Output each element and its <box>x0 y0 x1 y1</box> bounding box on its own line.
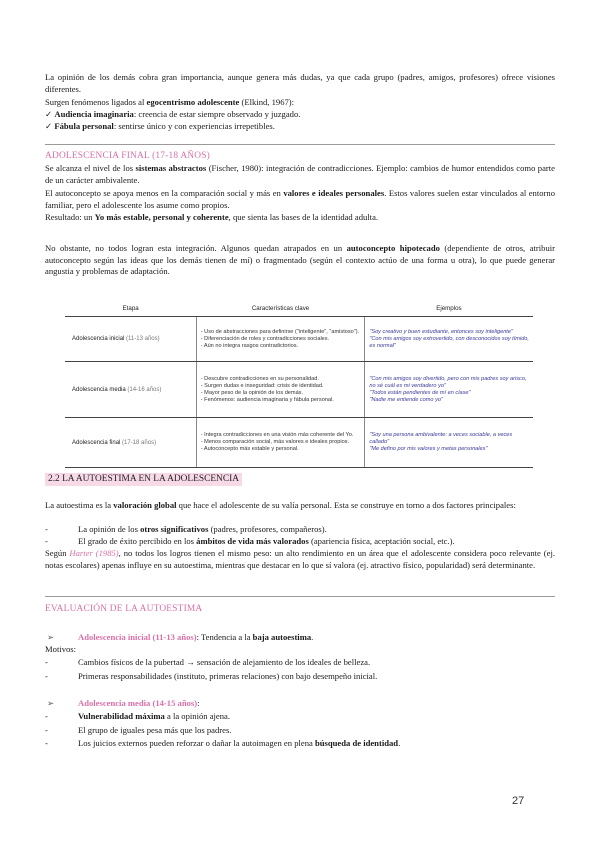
stage-cell: Adolescencia media (14-16 años) <box>65 362 196 418</box>
examples-cell: "Soy creativo y buen estudiante, entonces soy inteligente" "Con mis amigos soy extrovertido, con desconocidos soy tímido, es normal" <box>365 317 533 362</box>
check-item-audiencia: ✓ Audiencia imaginaria: creencia de estar siempre observado y juzgado. <box>45 109 301 119</box>
motivos-label: Motivos: <box>45 644 77 654</box>
intro-paragraph: La opinión de los demás cobra gran importancia, aunque genera más dudas, ya que cada grupo (padres, amigos, profesores) ofrece visiones diferentes. <box>45 72 555 94</box>
stages-table <box>65 300 533 468</box>
table-row <box>65 317 533 362</box>
stage-cell: Adolescencia final (17-18 años) <box>65 418 196 468</box>
section-heading-evaluacion: EVALUACIÓN DE LA AUTOESTIMA <box>45 604 203 614</box>
table-row <box>65 362 533 418</box>
egocentrism-line: Surgen fenómenos ligados al egocentrismo adolescente (Elkind, 1967): <box>45 97 295 107</box>
table-header-etapa: Etapa <box>65 300 196 317</box>
examples-cell: "Con mis amigos soy divertido, pero con mis padres soy arisco, no sé cuál es mi verdadero yo" "Todos están pendientes de mí en clase" "Nadie me entiende como yo" <box>365 362 533 418</box>
examples-cell: "Soy una persona ambivalente: a veces sociable, a veces callado" "Me defino por mis valores y metas personales" <box>365 418 533 468</box>
table-row <box>65 418 533 468</box>
autoestima-intro: La autoestima es la valoración global que hace el adolescente de su valía personal. Esta se construye en torno a dos factores principales: <box>45 500 516 510</box>
check-item-fabula: ✓ Fábula personal: sentirse único y con experiencias irrepetibles. <box>45 121 275 131</box>
table-header-row <box>65 300 533 317</box>
traits-cell: - Descubre contradicciones en su personalidad. - Surgen dudas e inseguridad: crisis de identidad. - Mayor peso de la opinión de los demás. - Fenómenos: audiencia imaginaria y fábula personal. <box>196 362 365 418</box>
final-paragraph-2: El autoconcepto se apoya menos en la comparación social y más en valores e ideales personales. Estos valores suelen estar vinculados al entorno familiar, pero el adolescente los asume como propios. <box>45 188 555 210</box>
document-page: La opinión de los demás cobra gran importancia, aunque genera más dudas, ya que cada grupo (padres, amigos, profesores) ofrece visiones diferentes. Surgen fenómenos ligados al egocentrismo adolescente (Elkind, 1967): ✓ Audiencia imaginaria: creencia de estar siempre observado y juzgado. ✓ Fábula personal: sentirse único y con experiencias irrepetibles. ADOLESCENCIA FINAL (17-18 AÑOS) Se alcanza el nivel de los sistemas abstractos (Fischer, 1980): integración de contradicciones. Ejemplo: cambios de humor entendidos como parte de un carácter ambivalente. El autoconcepto se apoya menos en la comparación social y más en valores e ideales personales. Estos valores suelen estar vinculados al entorno familiar, pero el adolescente los asume como propios. Resultado: un Yo más estable, personal y coherente, que sienta las bases de la identidad adulta. No obstante, no todos logran esta integración. Algunos quedan atrapados en un autoconcepto hipotecado (dependiente de otros, atribuir autoconcepto según las ideas que los demás tienen de mí) o fragmentado (según el contexto actúo de una forma u otra), lo que puede generar angustia y problemas de adaptación. Etapa Características clave Ejemplos Adolescencia inicial (11-13 años) - Uso de abstracciones para definirse ("inteligente", "amistoso"). - Diferenciación de roles y contradicciones sociales. - Aún no integra rasgos contradictorios. "Soy creativo y buen estudiante, entonces soy inteligente" "Con mis amigos soy extrovertido, con desconocidos soy tímido, es normal" Adolescencia media (14-16 años) - Descubre contradicciones en su personalidad. - Surgen dudas e inseguridad: crisis de identidad. - Mayor peso de la opinión de los demás. - Fenómenos: audiencia imaginaria y fábula personal. "Con mis amigos soy divertido, pero con mis padres soy arisco, no sé cuál es mi verdadero yo" "Todos están pendientes de mí en clase" "Nadie me entiende como yo" Adolescencia final (17-18 años) - Integra contradicciones en una visión más coherente del Yo. - Menos comparación social, más valores e ideales propios. - Autoconcepto más estable y personal. "Soy una persona ambivalente: a veces sociable, a veces callado" "Me defino por mis valores y metas personales" 2.2 LA AUTOESTIMA EN LA ADOLESCENCIA La autoestima es la valoración global que hace el adolescente de su valía personal. Esta se construye en torno a dos factores principales: - La opinión de los otros significativos (padres, profesores, compañeros). - El grado de éxito percibido en los ámbitos de vida más valorados (apariencia física, aceptación social, etc.). Según Harter (1985), no todos los logros tienen el mismo peso: un alto rendimiento en un área que el adolescente considera poco relevante (ej. notas escolares) apenas influye en su autoestima, mientras que destacar en lo que sí valora (ej. atractivo físico, popularidad) será determinante. EVALUACIÓN DE LA AUTOESTIMA ➢ Adolescencia inicial (11-13 años): Tendencia a la baja autoestima. Motivos: - Cambios físicos de la pubertad → sensación de alejamiento de los ideales de belleza. - Primeras responsabilidades (instituto, primeras relaciones) con bajo desempeño inicial. ➢ Adolescencia media (14-15 años): - Vulnerabilidad máxima a la opinión ajena. - El grupo de iguales pesa más que los padres. - Los juicios externos pueden reforzar o dañar la autoimagen en plena búsqueda de identidad. 27 <box>0 0 600 848</box>
check-icon: ✓ <box>45 121 53 131</box>
section-divider <box>45 144 555 145</box>
traits-cell: - Integra contradicciones en una visión más coherente del Yo. - Menos comparación social, más valores e ideales propios. - Autoconcepto más estable y personal. <box>196 418 365 468</box>
section-heading-autoestima: 2.2 LA AUTOESTIMA EN LA ADOLESCENCIA <box>45 473 242 486</box>
table-header-caracteristicas: Características clave <box>196 300 365 317</box>
check-icon: ✓ <box>45 109 53 119</box>
arrow-bullet-icon: ➢ <box>47 632 55 642</box>
page-number: 27 <box>512 795 525 807</box>
stage-cell: Adolescencia inicial (11-13 años) <box>65 317 196 362</box>
final-paragraph-4: No obstante, no todos logran esta integración. Algunos quedan atrapados en un autoconcepto hipotecado (dependiente de otros, atribuir autoconcepto según las ideas que los demás tienen de mí) o fragmentado (según el contexto actúo de una forma u otra), lo que puede generar angustia y problemas de adaptación. <box>45 243 555 277</box>
harter-paragraph: Según Harter (1985), no todos los logros tienen el mismo peso: un alto rendimiento en un área que el adolescente considera poco relevante (ej. notas escolares) apenas influye en su autoestima, mientras que destacar en lo que sí valora (ej. atractivo físico, popularidad) será determinante. <box>45 548 555 570</box>
table-header-ejemplos: Ejemplos <box>365 300 533 317</box>
final-paragraph-3: Resultado: un Yo más estable, personal y coherente, que sienta las bases de la identidad adulta. <box>45 212 379 222</box>
final-paragraph-1: Se alcanza el nivel de los sistemas abstractos (Fischer, 1980): integración de contradicciones. Ejemplo: cambios de humor entendidos como parte de un carácter ambivalente. <box>45 163 555 185</box>
arrow-bullet-icon: ➢ <box>47 698 55 708</box>
traits-cell: - Uso de abstracciones para definirse ("inteligente", "amistoso"). - Diferenciación de roles y contradicciones sociales. - Aún no integra rasgos contradictorios. <box>196 317 365 362</box>
section-divider <box>45 596 555 597</box>
section-heading-final: ADOLESCENCIA FINAL (17-18 AÑOS) <box>45 151 210 161</box>
